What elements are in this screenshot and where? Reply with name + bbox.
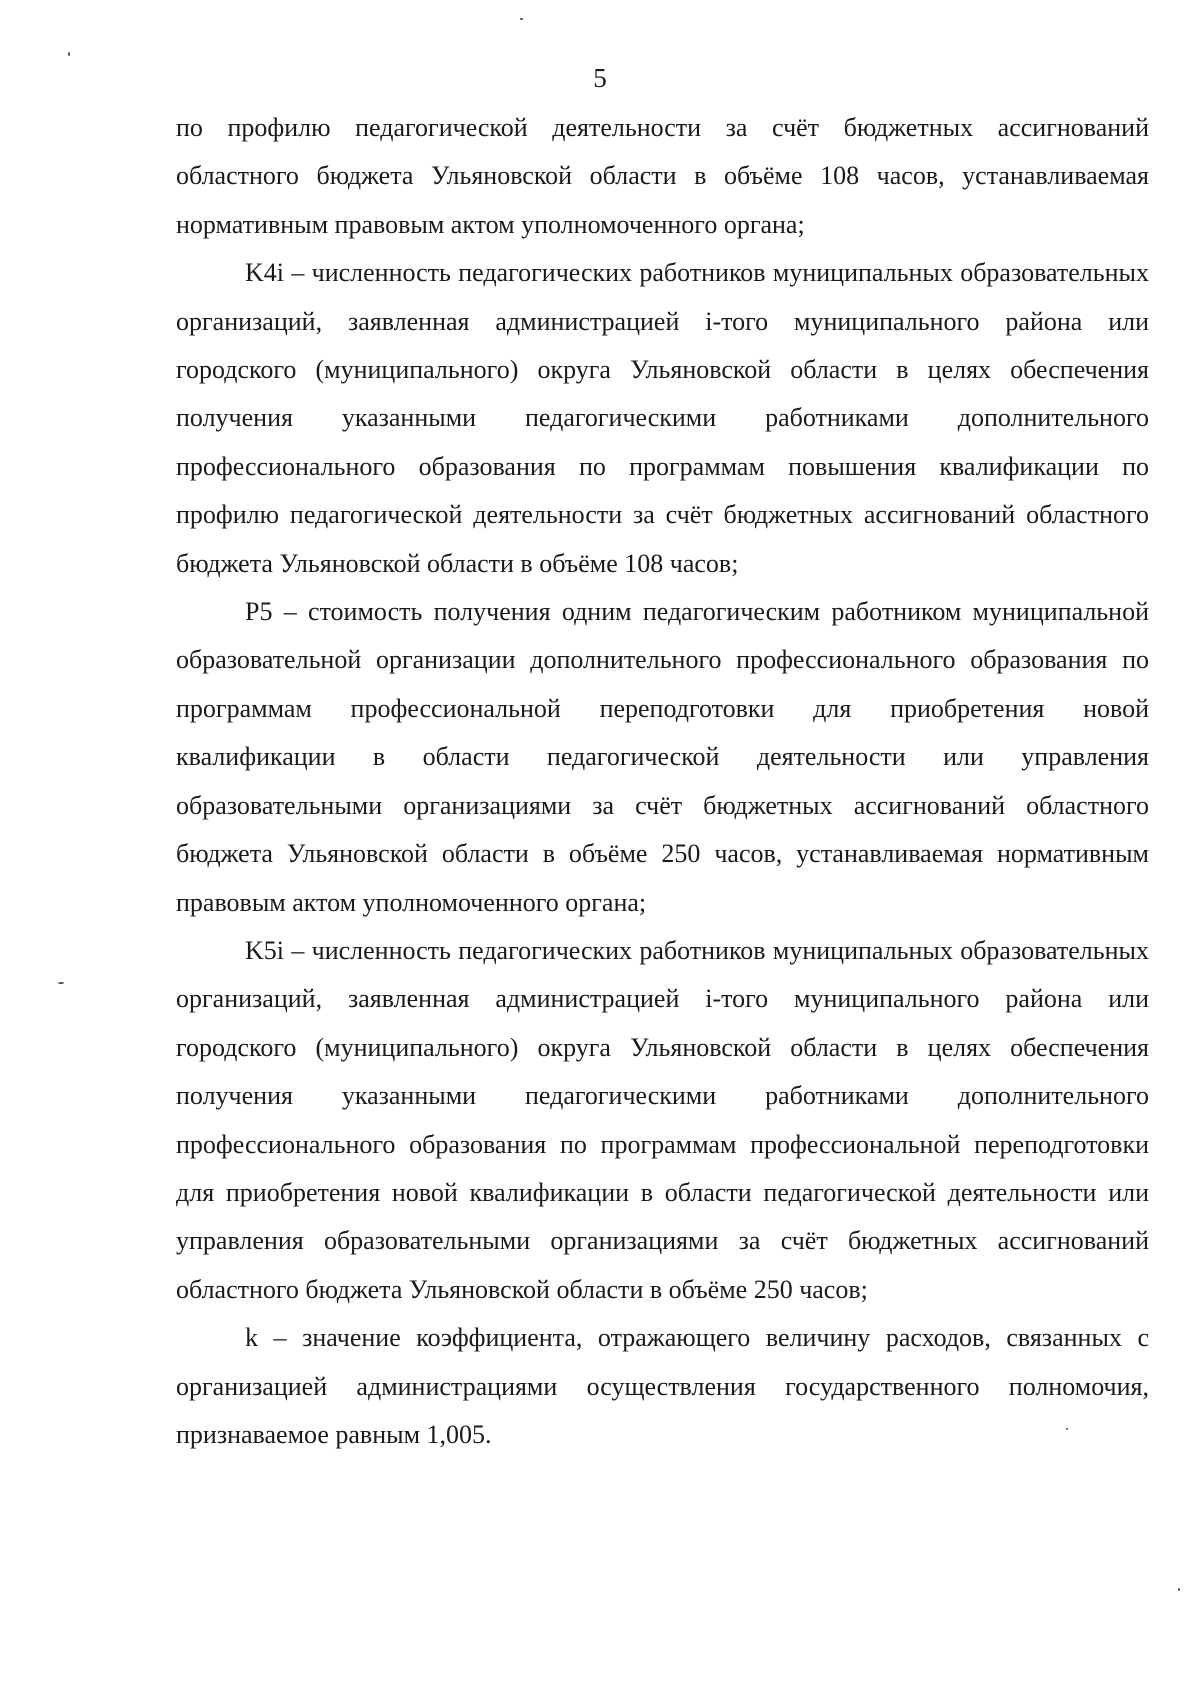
paragraph-k4i-definition: K4i – численность педагогических работников муниципальных образовательных организаций, заявленная администрацией i-того муниципального района или городского (муниципального) округа Ульяновской области в целях обеспечения получения указанными педагогическими работниками дополнительного профессионального образования по программам повышения квалификации по профилю педагогической деятельности за счёт бюджетных ассигнований областного бюджета Ульяновской области в объёме 108 часов;: [176, 258, 1149, 578]
paragraph-k5i-definition: K5i – численность педагогических работников муниципальных образовательных организаций, заявленная администрацией i-того муниципального района или городского (муниципального) округа Ульяновской области в целях обеспечения получения указанными педагогическими работниками дополнительного профессионального образования по программам профессиональной переподготовки для приобретения новой квалификации в области педагогической деятельности или управления образовательными организациями за счёт бюджетных ассигнований областного бюджета Ульяновской области в объёме 250 часов;: [176, 935, 1149, 1304]
scan-speck: [58, 982, 64, 984]
paragraph-k-coefficient-definition: k – значение коэффициента, отражающего величину расходов, связанных с организацией администрациями осуществления государственного полномочия, признаваемое равным 1,005.: [176, 1323, 1149, 1449]
scan-speck: [1178, 1588, 1180, 1591]
scan-speck: [68, 52, 70, 56]
paragraph-p5-definition: P5 – стоимость получения одним педагогическим работником муниципальной образовательной организации дополнительного профессионального образования по программам профессиональной переподготовки для приобретения новой квалификации в области педагогической деятельности или управления образовательными организациями за счёт бюджетных ассигнований областного бюджета Ульяновской области в объёме 250 часов, устанавливаемая нормативным правовым актом уполномоченного органа;: [176, 597, 1149, 917]
paragraph-continuation: по профилю педагогической деятельности за счёт бюджетных ассигнований областного бюджета Ульяновской области в объёме 108 часов, устанавливаемая нормативным правовым актом уполномоченного органа;: [176, 113, 1149, 239]
document-body: [176, 104, 1149, 1459]
scan-speck: [520, 18, 523, 20]
page-number: 5: [593, 63, 607, 93]
scan-speck: [1066, 1428, 1068, 1430]
